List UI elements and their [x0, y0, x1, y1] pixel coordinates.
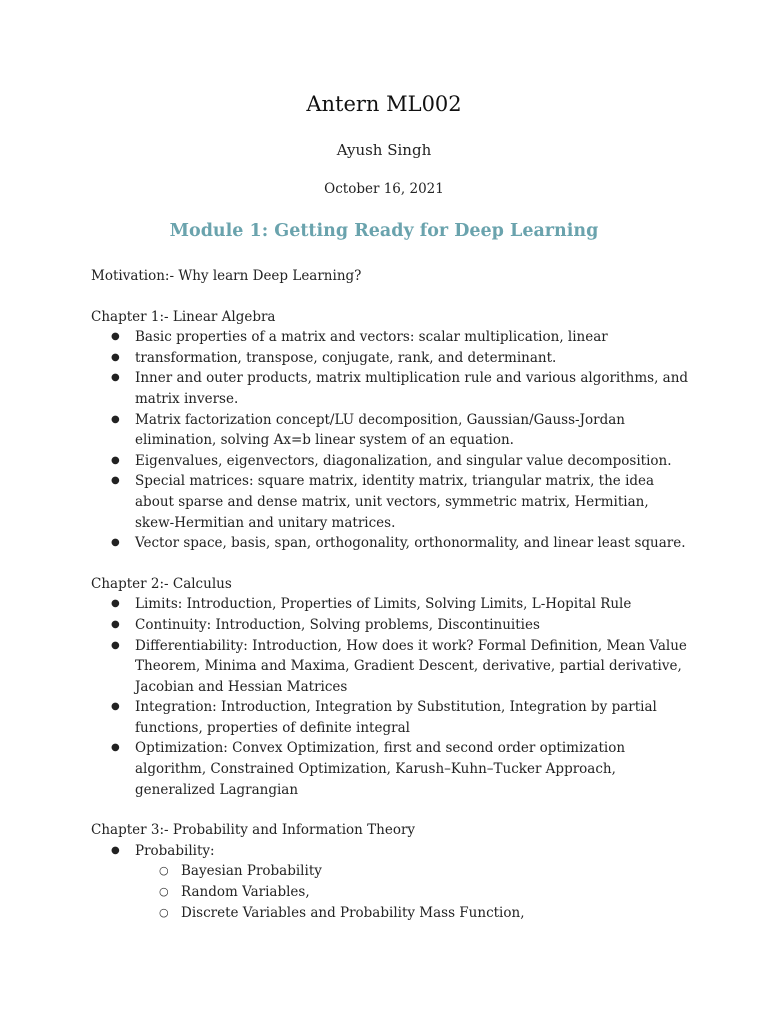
chapter-2-heading: Chapter 2:- Calculus: [91, 575, 232, 592]
document-date: October 16, 2021: [324, 181, 444, 197]
chapter-2-list: [91, 594, 691, 800]
list-item: ● Vector space, basis, span, orthogonality, orthonormality, and linear least square.: [91, 533, 691, 554]
list-item: ● transformation, transpose, conjugate, rank, and determinant.: [91, 348, 691, 369]
chapter-3-heading: Chapter 3:- Probability and Information Theory: [91, 822, 416, 839]
list-item: ● Continuity: Introduction, Solving problems, Discontinuities: [91, 615, 691, 636]
list-item: ● Differentiability: Introduction, How does it work? Formal Definition, Mean Value Theorem, Minima and Maxima, Gradient Descent, derivative, partial derivative, Jacobian and Hessian Matrices: [91, 636, 691, 698]
list-item: [91, 841, 691, 923]
document-body: [91, 266, 691, 943]
document-title: Antern ML002: [306, 92, 462, 116]
list-item: ● Special matrices: square matrix, identity matrix, triangular matrix, the idea about sparse and dense matrix, unit vectors, symmetric matrix, Hermitian, skew-Hermitian and unitary matrices.: [91, 471, 691, 533]
list-item: ● Eigenvalues, eigenvectors, diagonalization, and singular value decomposition.: [91, 451, 691, 472]
list-item: ● Matrix factorization concept/LU decomposition, Gaussian/Gauss-Jordan elimination, solving Ax=b linear system of an equation.: [91, 410, 691, 451]
sub-list-item: ○ Random Variables,: [135, 882, 691, 903]
sub-list: [135, 861, 691, 923]
sub-list-item: ○ Discrete Variables and Probability Mass Function,: [135, 903, 691, 924]
motivation-line: Motivation:- Why learn Deep Learning?: [91, 268, 362, 284]
list-item: ● Inner and outer products, matrix multiplication rule and various algorithms, and matrix inverse.: [91, 368, 691, 409]
list-item: ● Optimization: Convex Optimization, first and second order optimization algorithm, Constrained Optimization, Karush–Kuhn–Tucker Approach, generalized Lagrangian: [91, 738, 691, 800]
list-item: ● Integration: Introduction, Integration by Substitution, Integration by partial functions, properties of definite integral: [91, 697, 691, 738]
document-author: Ayush Singh: [336, 141, 432, 159]
module-heading: Module 1: Getting Ready for Deep Learning: [169, 221, 599, 241]
sub-list-item: ○ Bayesian Probability: [135, 861, 691, 882]
chapter-3-list: [91, 841, 691, 923]
list-item: ● Limits: Introduction, Properties of Limits, Solving Limits, L-Hopital Rule: [91, 594, 691, 615]
list-item: ● Basic properties of a matrix and vectors: scalar multiplication, linear: [91, 327, 691, 348]
chapter-1-list: [91, 327, 691, 554]
chapter-1-heading: Chapter 1:- Linear Algebra: [91, 308, 276, 325]
list-item-label: Probability:: [135, 842, 215, 859]
